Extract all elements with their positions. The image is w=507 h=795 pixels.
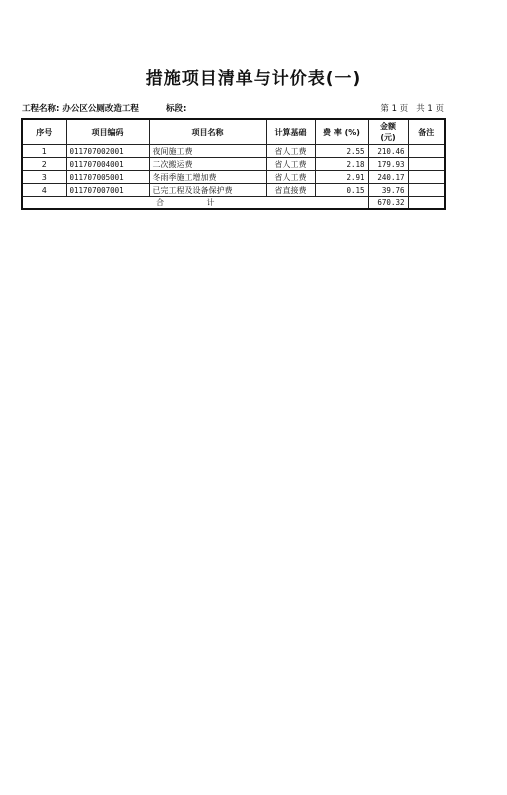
page-indicator [380, 102, 444, 114]
cell-basis: 省人工费 [266, 171, 315, 184]
cell-amount: 240.17 [368, 171, 408, 184]
cell-rate: 2.55 [315, 145, 368, 158]
header-name: 项目名称 [149, 119, 266, 145]
document-meta [22, 102, 444, 116]
table-header-row [22, 119, 445, 145]
header-amount-line2: (元) [380, 133, 396, 142]
total-row [22, 197, 445, 210]
page-title: 措施项目清单与计价表(一) [145, 69, 362, 89]
cell-note [408, 158, 445, 171]
cell-seq: 4 [22, 184, 66, 197]
cell-basis: 省人工费 [266, 145, 315, 158]
cell-note [408, 171, 445, 184]
cell-seq: 1 [22, 145, 66, 158]
cell-rate: 0.15 [315, 184, 368, 197]
header-note: 备注 [408, 119, 445, 145]
cell-amount: 179.93 [368, 158, 408, 171]
cell-seq: 3 [22, 171, 66, 184]
table-row [22, 184, 445, 197]
cell-seq: 2 [22, 158, 66, 171]
cell-note [408, 184, 445, 197]
header-amount [368, 119, 408, 145]
cell-name: 冬雨季施工增加费 [149, 171, 266, 184]
cell-name: 夜间施工费 [149, 145, 266, 158]
total-note [408, 197, 445, 210]
header-basis: 计算基础 [266, 119, 315, 145]
cell-basis: 省人工费 [266, 158, 315, 171]
cell-code: 011707002001 [66, 145, 149, 158]
cell-code: 011707005001 [66, 171, 149, 184]
table-row [22, 158, 445, 171]
table-row [22, 171, 445, 184]
cell-basis: 省直接费 [266, 184, 315, 197]
total-pages: 共 1 页 [416, 104, 444, 114]
header-rate: 费 率 (%) [315, 119, 368, 145]
project-name: 工程名称: 办公区公厕改造工程 [22, 104, 139, 114]
cell-amount: 210.46 [368, 145, 408, 158]
cell-rate: 2.91 [315, 171, 368, 184]
header-code: 项目编码 [66, 119, 149, 145]
cell-name: 已完工程及设备保护费 [149, 184, 266, 197]
cell-rate: 2.18 [315, 158, 368, 171]
cell-amount: 39.76 [368, 184, 408, 197]
measures-table [21, 118, 446, 210]
cell-name: 二次搬运费 [149, 158, 266, 171]
cell-code: 011707007001 [66, 184, 149, 197]
page-number: 第 1 页 [380, 104, 409, 114]
header-seq: 序号 [22, 119, 66, 145]
table-row [22, 145, 445, 158]
total-label: 合 计 [22, 197, 368, 210]
section-label: 标段: [166, 104, 187, 114]
cell-code: 011707004001 [66, 158, 149, 171]
total-amount: 670.32 [368, 197, 408, 210]
header-amount-line1: 金额 [380, 122, 396, 131]
cell-note [408, 145, 445, 158]
